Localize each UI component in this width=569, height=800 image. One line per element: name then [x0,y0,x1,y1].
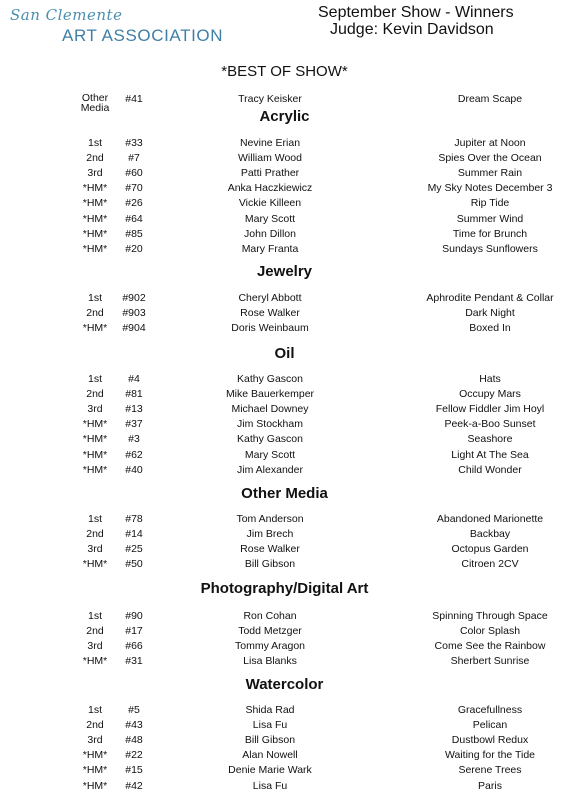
artwork-title: Octopus Garden [451,543,529,556]
artwork-title: Jupiter at Noon [454,137,526,149]
artist-name: Tracy Keisker [238,93,302,105]
artist-name: Lisa Blanks [243,655,297,668]
entry-number: #78 [125,513,143,525]
artwork-title: Rip Tide [470,197,510,210]
place-cell: 1st [87,704,102,716]
artwork-title: Citroen 2CV [461,558,519,571]
artwork-title: Light At The Sea [451,448,529,461]
award-row [0,433,569,448]
place-cell: *HM* [82,242,108,255]
award-row [0,292,569,307]
place-cell: 1st [87,137,102,149]
artist-name: Jim Alexander [237,463,303,476]
place-cell: *HM* [82,779,108,792]
artist-name: Anka Haczkiewicz [227,182,313,195]
entry-number: #902 [122,292,146,304]
artwork-title: Waiting for the Tide [444,749,536,762]
entry-number: #70 [125,182,143,195]
place-cell: 1st [87,292,102,304]
artwork-title: Hats [479,373,501,385]
artwork-title: Summer Wind [456,212,524,225]
award-row [0,749,569,764]
artist-name: Todd Metzger [238,625,302,638]
entry-number: #5 [128,704,140,716]
artwork-title: Come See the Rainbow [434,640,546,653]
artist-name: Lisa Fu [252,719,288,732]
place-cell: 2nd [86,625,104,638]
artist-name: Patti Prather [240,167,300,180]
entry-number: #85 [125,227,143,240]
place-cell: 2nd [86,152,104,165]
section-heading: Acrylic [259,108,310,125]
artist-name: Rose Walker [240,307,300,320]
show-title-block [318,4,558,38]
artwork-title: My Sky Notes December 3 [427,182,553,195]
award-row [0,764,569,779]
artwork-title: Boxed In [469,322,511,335]
place-cell: *HM* [82,764,108,777]
award-row [0,464,569,479]
award-row [0,197,569,212]
place-line-1: Other [81,92,109,104]
entry-number: #20 [125,242,143,255]
artwork-title: Summer Rain [457,167,523,180]
award-row [0,704,569,719]
entry-number: #33 [125,137,143,149]
place-cell: *HM* [82,655,108,668]
award-row [0,513,569,528]
award-row [0,543,569,558]
award-row [0,610,569,625]
entry-number: #42 [125,779,143,792]
place-cell: *HM* [82,558,108,571]
entry-number: #14 [125,528,143,541]
artwork-title: Paris [478,779,502,792]
artist-name: Jim Stockham [237,418,303,431]
entry-number: #904 [122,322,146,335]
artwork-title: Pelican [472,719,508,732]
entry-number: #17 [125,625,143,638]
artist-name: Cheryl Abbott [238,292,302,304]
artist-name: Tom Anderson [236,513,304,525]
place-cell: 3rd [87,543,103,556]
artist-name: William Wood [238,152,302,165]
award-row [0,640,569,655]
artist-name: Mary Scott [244,212,296,225]
award-row [0,228,569,243]
place-cell: 2nd [86,388,104,401]
artwork-title: Abandoned Marionette [436,513,544,525]
place-cell: *HM* [82,197,108,210]
entry-number: #31 [125,655,143,668]
section-heading: Oil [274,345,295,362]
award-row [0,625,569,640]
award-row [0,528,569,543]
place-cell: *HM* [82,182,108,195]
artist-name: Tommy Aragon [234,640,306,653]
artist-name: Mary Franta [241,242,299,255]
place-cell: *HM* [82,463,108,476]
place-cell: 3rd [87,734,103,747]
section-heading: Photography/Digital Art [200,580,369,597]
artwork-title: Dustbowl Redux [451,734,529,747]
artwork-title: Occupy Mars [459,388,521,401]
artwork-title: Sundays Sunflowers [442,242,538,255]
award-row [0,373,569,388]
entry-number: #50 [125,558,143,571]
entry-number: #43 [125,719,143,732]
entry-number: #13 [125,403,143,416]
artwork-title: Fellow Fiddler Jim Hoyl [435,403,545,416]
place-cell: 3rd [87,640,103,653]
award-row [0,449,569,464]
entry-number: #3 [128,433,140,446]
artist-name: Bill Gibson [244,558,296,571]
judge-line: Judge: Kevin Davidson [330,21,494,38]
artwork-title: Backbay [469,528,511,541]
place-cell: 1st [87,373,102,385]
entry-number: #60 [125,167,143,180]
award-row [0,403,569,418]
artist-name: Michael Downey [231,403,309,416]
best-of-show-heading: *BEST OF SHOW* [221,63,348,80]
place-line-2: Media [80,102,110,114]
place-cell: *HM* [82,227,108,240]
place-cell: 2nd [86,719,104,732]
artist-name: Doris Weinbaum [231,322,309,335]
entry-number: #40 [125,463,143,476]
place-cell: 2nd [86,528,104,541]
artwork-title: Spinning Through Space [432,610,548,622]
artwork-title: Dark Night [465,307,515,320]
award-row [0,558,569,573]
award-row [0,213,569,228]
logo-script-text: San Clemente [10,6,123,24]
artist-name: Mike Bauerkemper [225,388,315,401]
award-row [0,418,569,433]
artwork-title: Color Splash [459,625,521,638]
entry-number: #41 [125,93,143,105]
place-cell: *HM* [82,322,108,335]
award-row [0,719,569,734]
artist-name: Jim Brech [246,528,294,541]
award-row [0,388,569,403]
entry-number: #90 [125,610,143,622]
place-cell: *HM* [82,418,108,431]
artwork-title: Gracefullness [457,704,523,716]
award-row [0,780,569,795]
section-heading: Other Media [241,485,328,502]
award-row [0,152,569,167]
entry-number: #48 [125,734,143,747]
place-cell: *HM* [82,749,108,762]
award-row [0,655,569,670]
award-row [0,734,569,749]
artist-name: Kathy Gascon [237,373,303,385]
award-row [0,182,569,197]
place-cell: 3rd [87,403,103,416]
association-logo [10,6,230,50]
artwork-title: Aphrodite Pendant & Collar [426,292,554,304]
entry-number: #22 [125,749,143,762]
entry-number: #15 [125,764,143,777]
artwork-title: Child Wonder [458,463,522,476]
place-cell: *HM* [82,448,108,461]
artwork-title: Seashore [467,433,513,446]
show-title: September Show - Winners [318,4,514,21]
place-cell: 1st [87,610,102,622]
entry-number: #66 [125,640,143,653]
artist-name: Lisa Fu [252,779,288,792]
entry-number: #26 [125,197,143,210]
entry-number: #62 [125,448,143,461]
artist-name: Rose Walker [240,543,300,556]
artist-name: Shida Rad [245,704,295,716]
award-row [0,137,569,152]
place-cell: *HM* [82,212,108,225]
section-heading: Jewelry [256,263,313,280]
entry-number: #25 [125,543,143,556]
place-cell: 3rd [87,167,103,180]
place-cell: *HM* [82,433,108,446]
logo-org-text: ART ASSOCIATION [62,26,224,45]
artwork-title: Serene Trees [458,764,522,777]
artist-name: John Dillon [244,227,296,240]
artist-name: Ron Cohan [243,610,297,622]
artist-name: Denie Marie Wark [228,764,312,777]
artist-name: Alan Nowell [242,749,298,762]
place-cell: 1st [87,513,102,525]
artwork-title: Dream Scape [457,93,523,105]
place-cell: 2nd [86,307,104,320]
award-row [0,322,569,337]
section-heading: Watercolor [245,676,324,693]
artist-name: Nevine Erian [239,137,301,149]
artwork-title: Spies Over the Ocean [438,152,542,165]
award-row [0,167,569,182]
artist-name: Kathy Gascon [237,433,303,446]
artist-name: Vickie Killeen [238,197,302,210]
entry-number: #7 [128,152,140,165]
entry-number: #4 [128,373,140,385]
artwork-title: Sherbert Sunrise [450,655,530,668]
entry-number: #81 [125,388,143,401]
artist-name: Bill Gibson [244,734,296,747]
artwork-title: Peek-a-Boo Sunset [444,418,536,431]
award-row [0,307,569,322]
entry-number: #64 [125,212,143,225]
artist-name: Mary Scott [244,448,296,461]
entry-number: #37 [125,418,143,431]
entry-number: #903 [122,307,146,320]
award-row [0,243,569,258]
artwork-title: Time for Brunch [452,227,528,240]
